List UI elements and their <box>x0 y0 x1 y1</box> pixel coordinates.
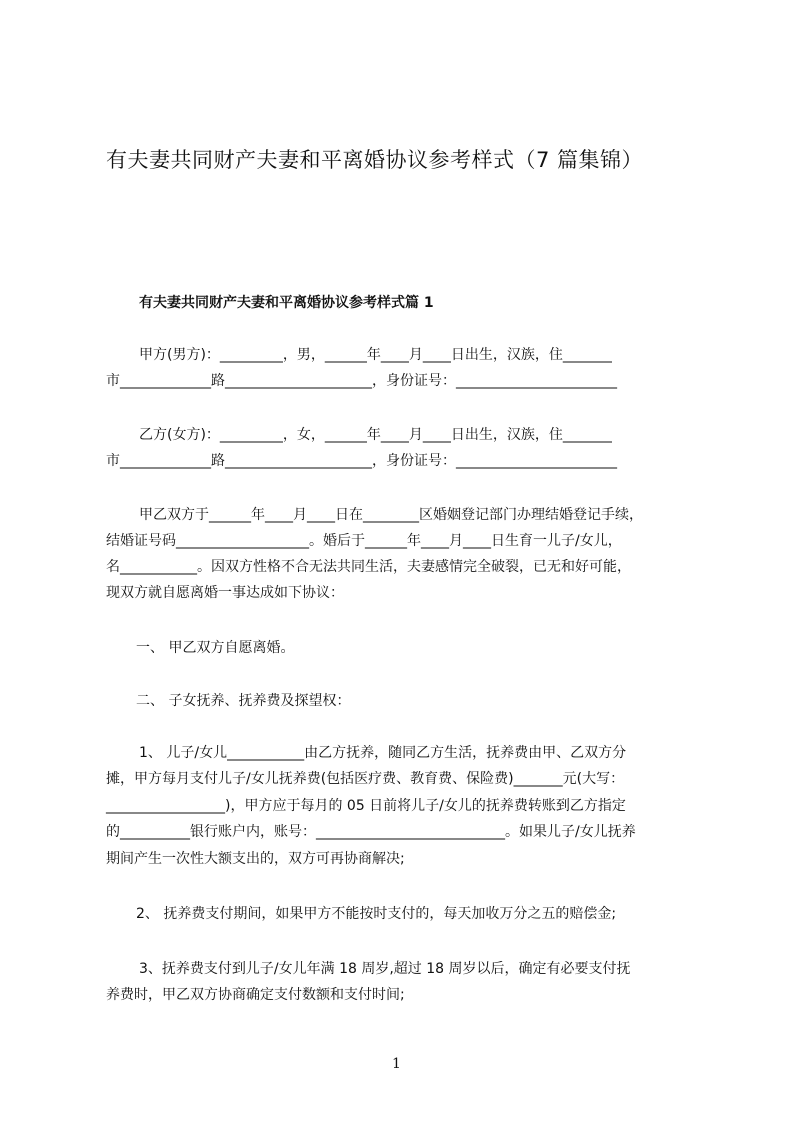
clause-1-line-3: _________________)，甲方应于每月的 05 日前将儿子/女儿的抚养费转账到乙方指定 <box>106 798 626 814</box>
document-title: 有夫妻共同财产夫妻和平离婚协议参考样式（7 篇集锦） <box>106 148 644 172</box>
intro-line-3: 名___________。因双方性格不合无法共同生活，夫妻感情完全破裂，已无和好可能， <box>106 559 631 575</box>
party-b-line-2: 市_____________路_____________________，身份证号：_______________________ <box>106 453 617 469</box>
intro-line-2: 结婚证号码___________________。婚后于______年____月____日生育一儿子/女儿， <box>106 533 622 549</box>
clause-3-line-2: 养费时，甲乙双方协商确定支付数额和支付时间; <box>106 987 405 1003</box>
clause-1-line-1: 1、 儿子/女儿___________由乙方抚养，随同乙方生活，抚养费由甲、乙双方分 <box>139 745 627 761</box>
party-b-line-1: 乙方(女方)：_________，女，______年____月____日出生，汉族，住_______ <box>139 427 612 443</box>
clause-2: 2、 抚养费支付期间，如果甲方不能按时支付的，每天加收万分之五的赔偿金; <box>136 906 617 922</box>
article-2: 二、 子女抚养、抚养费及探望权： <box>136 693 351 709</box>
article-1: 一、 甲乙双方自愿离婚。 <box>136 640 295 656</box>
section-title: 有夫妻共同财产夫妻和平离婚协议参考样式篇 1 <box>139 295 434 311</box>
clause-1-line-4: 的__________银行账户内，账号：___________________________。如果儿子/女儿抚养 <box>106 824 636 840</box>
intro-line-4: 现双方就自愿离婚一事达成如下协议： <box>106 585 344 601</box>
clause-1-line-2: 摊，甲方每月支付儿子/女儿抚养费(包括医疗费、教育费、保险费)_______元(大写： <box>106 771 625 787</box>
clause-1-line-5: 期间产生一次性大额支出的，双方可再协商解决; <box>106 851 405 867</box>
party-a-line-2: 市_____________路_____________________，身份证号：_______________________ <box>106 373 617 389</box>
page-number: 1 <box>392 1056 401 1072</box>
party-a-line-1: 甲方(男方)：_________，男，______年____月____日出生，汉族，住_______ <box>139 347 612 363</box>
clause-3-line-1: 3、抚养费支付到儿子/女儿年满 18 周岁,超过 18 周岁以后，确定有必要支付抚 <box>139 961 631 977</box>
intro-line-1: 甲乙双方于______年____月____日在________区婚姻登记部门办理结婚登记手续， <box>139 507 643 523</box>
